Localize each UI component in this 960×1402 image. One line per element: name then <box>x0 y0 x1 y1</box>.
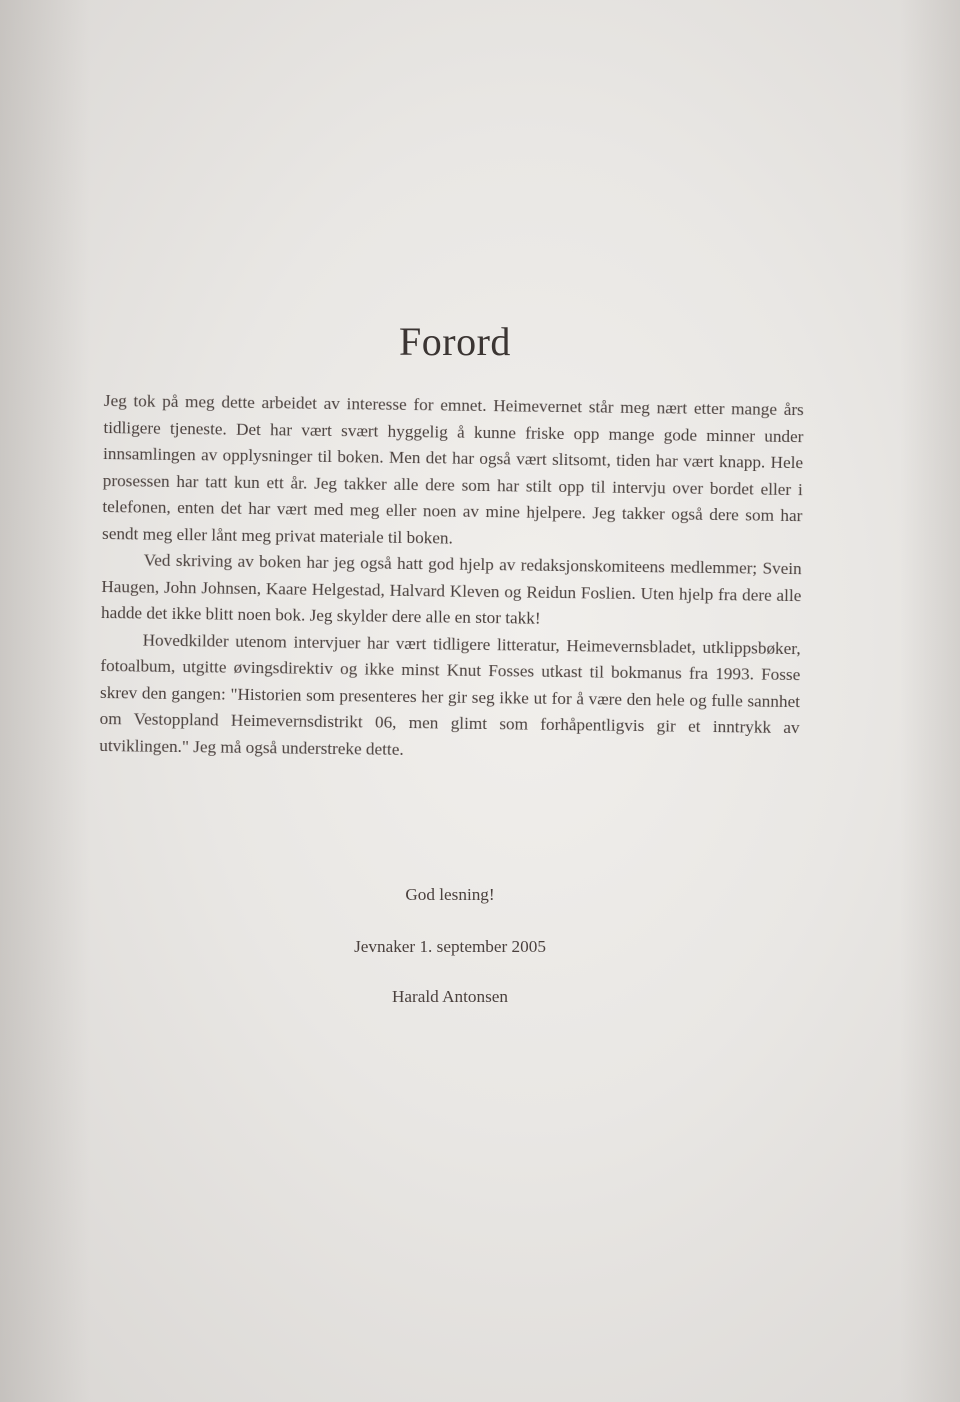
author-signature: Harald Antonsen <box>392 987 508 1006</box>
foreword-body <box>99 388 804 768</box>
page-shadow-right <box>900 0 960 1402</box>
page-title: Forord <box>399 319 511 364</box>
closing-greeting: God lesning! <box>405 885 495 904</box>
paragraph-3: Hovedkilder utenom intervjuer har vært tidligere litteratur, Heimevernsbladet, utklippsbøker, fotoalbum, utgitte øvingsdirektiv og ikke minst Knut Fosses utkast til bokmanus fra 1993. Fosse skrev den gangen: "Historien som presenteres her gir seg ikke ut for å være den hele og fulle sannhet om Vestoppland Heimevernsdistrikt 06, men glimt som forhåpentligvis gir et inntrykk av utviklingen." Jeg må også understreke dette. <box>99 630 801 759</box>
paragraph-2: Ved skriving av boken har jeg også hatt god hjelp av redaksjonskomiteens medlemmer; Svein Haugen, John Johnsen, Kaare Helgestad, Halvard Kleven og Reidun Foslien. Uten hjelp fra dere alle hadde det ikke blitt noen bok. Jeg skylder dere alle en stor takk! <box>100 550 802 628</box>
closing-place-date: Jevnaker 1. september 2005 <box>354 937 546 956</box>
paragraph-1: Jeg tok på meg dette arbeidet av interesse for emnet. Heimevernet står meg nært etter mange års tidligere tjeneste. Det har vært svært hyggelig å kunne friske opp mange gode minner under innsamlingen av opplysninger til boken. Men det har også vært slitsomt, tiden har vært knapp. Hele prosessen har tatt kun ett år. Jeg takker alle dere som har stilt opp til intervju over bordet eller i telefonen, enten det har vært med meg eller noen av mine hjelpere. Jeg takker også dere som har sendt meg eller lånt meg privat materiale til boken. <box>101 390 804 548</box>
page-shadow-left <box>0 0 90 1402</box>
